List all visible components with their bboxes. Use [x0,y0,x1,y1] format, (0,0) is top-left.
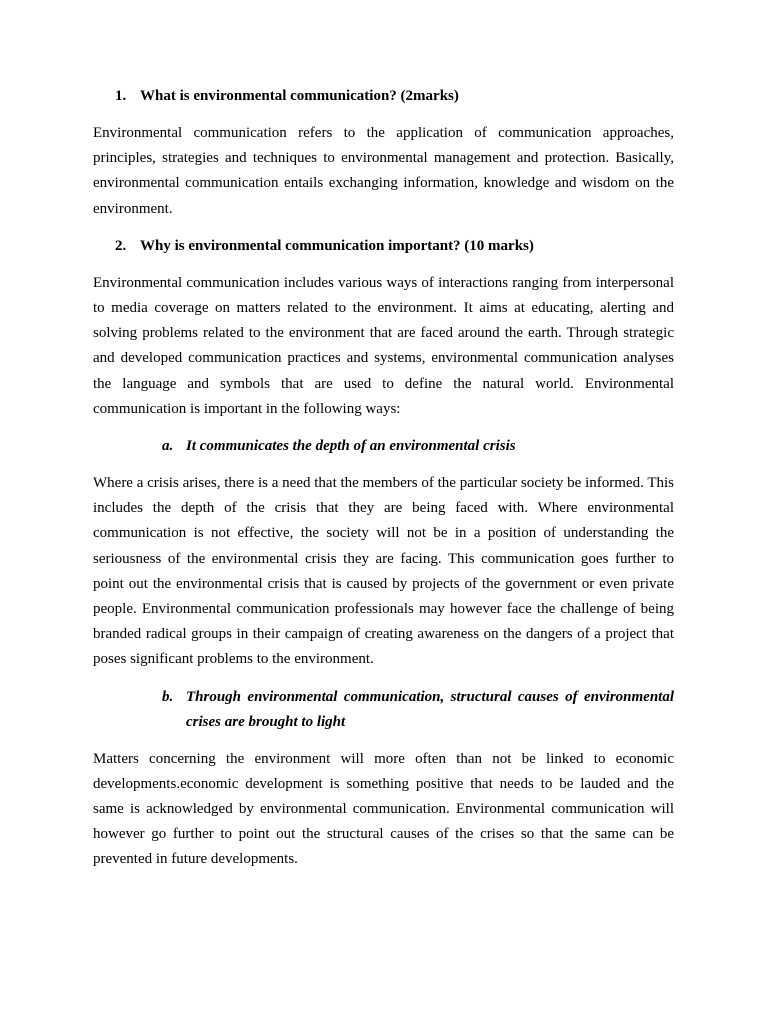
point-b-paragraph: Matters concerning the environment will more often than not be linked to economic developments.economic development is something positive that needs to be lauded and the same is acknowledged by environmental communication. Environmental communication will however go further to point out the structural causes of the crises so that the same can be prevented in future developments. [93,750,674,868]
point-b-letter: b. [162,688,174,705]
question-1-answer: Environmental communication refers to the application of communication approaches, principles, strategies and techniques to environmental management and protection. Basically, environmental communication entails exchanging information, knowledge and wisdom on the environment. [93,125,674,217]
question-2-title: Why is environmental communication important? (10 marks) [140,237,534,254]
point-a-title: It communicates the depth of an environmental crisis [186,438,516,455]
question-1-number: 1. [115,88,127,104]
question-2-answer: Environmental communication includes various ways of interactions ranging from interpersonal to media coverage on matters related to the environment. It aims at educating, alerting and solving problems related to the environment that are faced around the earth. Through strategic and developed communication practices and systems, environmental communication analyses the language and symbols that are used to define the natural world. Environmental communication is important in the following ways: [93,274,674,417]
point-b-heading [93,685,674,735]
point-a-heading [93,434,674,459]
question-1-title: What is environmental communication? (2marks) [140,88,459,104]
question-2-heading [93,234,674,259]
point-a-letter: a. [162,438,174,455]
point-a-paragraph: Where a crisis arises, there is a need that the members of the particular society be informed. This includes the depth of the crisis that they are being faced with. Where environmental communication is not effective, the society will not be in a position of understanding the seriousness of the environmental crisis they are facing. This communication goes further to point out the environmental crisis that is caused by projects of the government or even private people. Environmental communication professionals may however face the challenge of being branded radical groups in their campaign of creating awareness on the dangers of a project that poses significant problems to the environment. [93,475,674,668]
question-1-heading [93,84,674,109]
document-page [93,84,674,885]
question-2-number: 2. [115,237,127,254]
point-b-title: Through environmental communication, structural causes of environmental crises are brought to light [186,688,674,730]
